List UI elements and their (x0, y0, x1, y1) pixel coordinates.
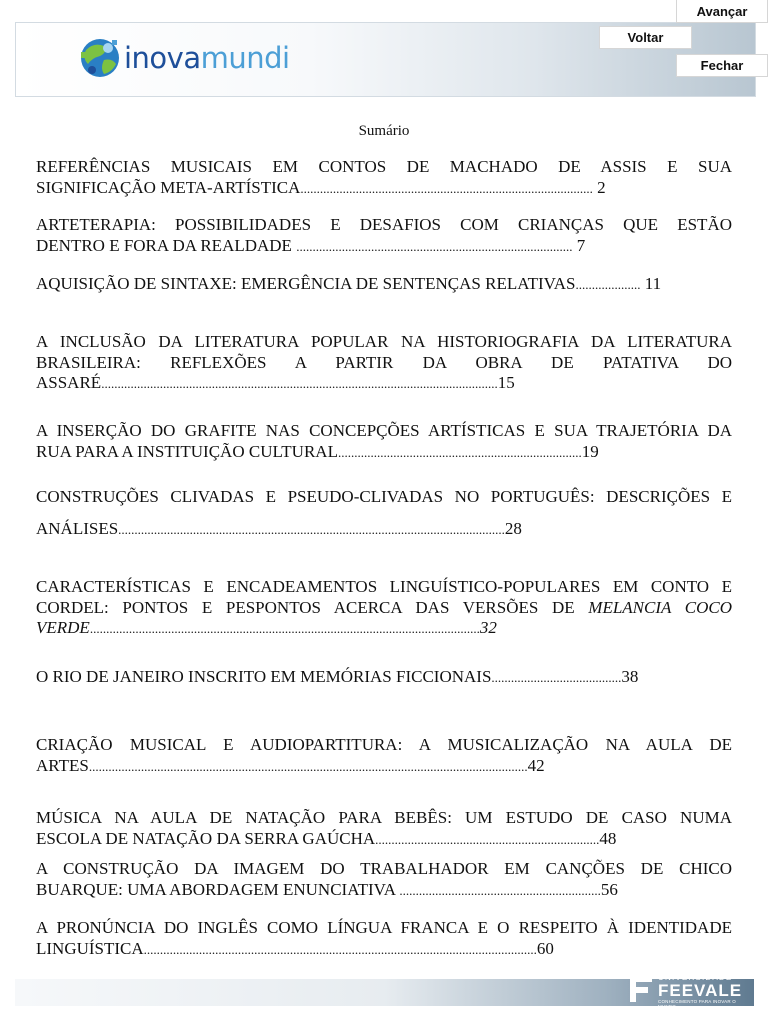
toc-entry-line: A PRONÚNCIA DO INGLÊS COMO LÍNGUA FRANCA E O RESPEITO À IDENTIDADE (36, 918, 732, 937)
toc-page-number: 2 (597, 177, 606, 197)
toc-entry-line (36, 829, 732, 851)
toc-entry-line (36, 618, 732, 640)
toc-entry-line (36, 442, 732, 464)
leader-dots: ..................................................................................... (296, 238, 573, 254)
toc-entry-title: O RIO DE JANEIRO INSCRITO EM MEMÓRIAS FICCIONAIS (36, 667, 492, 686)
toc-entry-line (36, 519, 732, 541)
toc-entry[interactable] (36, 859, 732, 901)
feevale-name: FEEVALE (658, 981, 743, 1000)
toc-entry[interactable] (36, 735, 732, 777)
voltar-button[interactable]: Voltar (599, 26, 692, 49)
leader-dots: .............................................................. (399, 882, 601, 898)
leader-dots: ........................................ (491, 670, 622, 685)
feevale-emblem-icon (628, 974, 654, 1004)
globe-icon (78, 36, 122, 80)
toc-entry-line (36, 880, 732, 902)
leader-dots: .................... (575, 277, 641, 292)
toc-entry-italic-title: MELANCIA COCO (588, 597, 732, 617)
toc-page-number: 56 (600, 879, 618, 899)
toc-entry-line: CONSTRUÇÕES CLIVADAS E PSEUDO-CLIVADAS NO PORTUGUÊS: DESCRIÇÕES E (36, 487, 732, 506)
toc-entry-line (36, 178, 732, 200)
toc-entry-title-end: ESCOLA DE NATAÇÃO DA SERRA GAÚCHA (36, 828, 376, 848)
toc-entry[interactable] (36, 215, 732, 257)
toc-entry-line (36, 598, 732, 619)
page-title: Sumário (358, 123, 410, 139)
toc-page-number: 38 (621, 667, 639, 686)
toc-entry[interactable] (36, 157, 732, 199)
toc-entry-title-end: SIGNIFICAÇÃO META-ARTÍSTICA (36, 177, 301, 197)
leader-dots: .......................................................................................................................... (101, 376, 498, 391)
leader-dots: ......................................................................................................................... (143, 941, 537, 957)
toc-page-number: 7 (576, 235, 586, 255)
toc-entry[interactable] (36, 918, 732, 960)
toc-page-number: 48 (599, 828, 617, 848)
logo-text-mundi: mundi (200, 41, 290, 75)
toc-entry-line (36, 274, 732, 296)
toc-entry-line: A CONSTRUÇÃO DA IMAGEM DO TRABALHADOR EM CANÇÕES DE CHICO (36, 859, 732, 878)
toc-page-number: 42 (527, 755, 545, 775)
feevale-logo (628, 968, 746, 1008)
toc-entry-title-end: ANÁLISES (36, 518, 119, 538)
toc-entry-line: MÚSICA NA AULA DE NATAÇÃO PARA BEBÊS: UM ESTUDO DE CASO NUMA (36, 808, 732, 827)
toc-entry-italic-title: VERDE (36, 618, 90, 637)
toc-entry-title-end: LINGUÍSTICA (36, 938, 144, 958)
toc-entry-line (36, 236, 732, 258)
toc-page-number: 19 (581, 441, 599, 461)
toc-entry[interactable] (36, 421, 732, 463)
toc-entry-title-mid: CORDEL: PONTOS E PESPONTOS ACERCA DAS VERSÕES DE (36, 597, 589, 617)
toc-entry[interactable] (36, 808, 732, 850)
inovamundi-logo (78, 32, 318, 84)
toc-entry-title-end: RUA PARA A INSTITUIÇÃO CULTURAL (36, 441, 338, 461)
leader-dots: ..................................................................... (375, 831, 600, 847)
toc-entry-line: A INSERÇÃO DO GRAFITE NAS CONCEPÇÕES ARTÍSTICAS E SUA TRAJETÓRIA DA (36, 421, 732, 440)
toc-entry-line: REFERÊNCIAS MUSICAIS EM CONTOS DE MACHADO DE ASSIS E SUA (36, 157, 732, 176)
leader-dots: ....................................................................................................................................... (88, 758, 528, 774)
logo-wordmark (124, 38, 290, 78)
feevale-slogan: CONHECIMENTO PARA INOVAR O MUNDO (658, 999, 736, 1009)
toc-page-number: 28 (504, 518, 522, 538)
toc-entry[interactable] (36, 487, 732, 540)
toc-page-number: 15 (497, 373, 515, 392)
fechar-button[interactable]: Fechar (676, 54, 768, 77)
toc-entry-line: CRIAÇÃO MUSICAL E AUDIOPARTITURA: A MUSICALIZAÇÃO NA AULA DE (36, 735, 732, 754)
leader-dots: ........................................................................... (337, 444, 582, 460)
leader-dots: .......................................................................................... (300, 180, 593, 196)
toc-page-number: 32 (479, 618, 497, 637)
toc-entry-line (36, 373, 732, 395)
feevale-university-label: UNIVERSIDADE (658, 973, 733, 982)
toc-entry-title-end: ASSARÉ (36, 373, 102, 392)
toc-entry-line (36, 756, 732, 778)
leader-dots: ....................................................................................................................... (118, 521, 505, 537)
toc-entry[interactable] (36, 667, 732, 689)
toc-entry-title-end: ARTES (36, 755, 89, 775)
avancar-button[interactable]: Avançar (676, 0, 768, 23)
toc-entry-line (36, 939, 732, 961)
toc-page-number: 60 (536, 938, 554, 958)
toc-entry-title: AQUISIÇÃO DE SINTAXE: EMERGÊNCIA DE SENTENÇAS RELATIVAS (36, 274, 576, 293)
toc-entry[interactable] (36, 332, 732, 395)
toc-entry-line: BRASILEIRA: REFLEXÕES A PARTIR DA OBRA DE PATATIVA DO (36, 352, 732, 372)
toc-entry-title-end: BUARQUE: UMA ABORDAGEM ENUNCIATIVA (36, 879, 396, 899)
toc-entry[interactable] (36, 577, 732, 640)
leader-dots: ........................................................................................................................ (89, 621, 480, 636)
toc-entry-line (36, 667, 732, 689)
toc-entry-line: ARTETERAPIA: POSSIBILIDADES E DESAFIOS COM CRIANÇAS QUE ESTÃO (36, 215, 732, 234)
toc-page-number: 11 (644, 274, 662, 293)
toc-entry-title-end: DENTRO E FORA DA REALDADE (36, 235, 292, 255)
logo-text-inova: inova (124, 41, 201, 75)
toc-entry-line: CARACTERÍSTICAS E ENCADEAMENTOS LINGUÍSTICO-POPULARES EM CONTO E (36, 577, 732, 596)
toc-entry-line: A INCLUSÃO DA LITERATURA POPULAR NA HISTORIOGRAFIA DA LITERATURA (36, 332, 732, 351)
toc-entry[interactable] (36, 274, 732, 296)
